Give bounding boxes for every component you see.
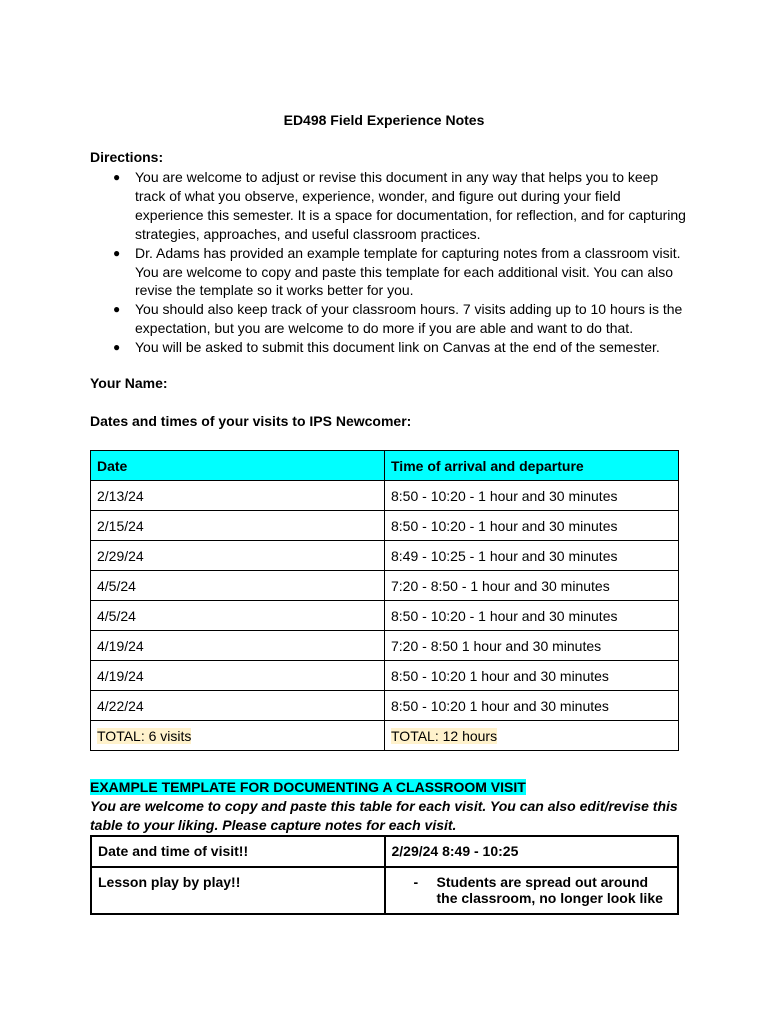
cell-time: 8:50 - 10:20 - 1 hour and 30 minutes [385,601,679,631]
row-label: Date and time of visit!! [91,836,385,867]
row-value: 2/29/24 8:49 - 10:25 [385,836,679,867]
example-template-note: You are welcome to copy and paste this table for each visit. You can also edit/revise this table to your liking. Please capture notes for each visit. [90,798,678,833]
table-row [91,571,679,601]
directions-item [90,338,690,357]
table-row [91,601,679,631]
cell-time: 8:50 - 10:20 - 1 hour and 30 minutes [385,481,679,511]
table-row [91,631,679,661]
row-value-cell [385,867,679,914]
table-row [91,661,679,691]
table-row [91,481,679,511]
table-row [91,511,679,541]
cell-date: 4/5/24 [91,601,385,631]
total-visits: TOTAL: 6 visits [97,727,192,744]
list-item-text: Students are spread out around the classroom, no longer look like [436,874,663,906]
bullet-icon: ● [113,302,121,317]
column-header-date: Date [91,451,385,481]
directions-item-text: You will be asked to submit this document link on Canvas at the end of the semester. [135,339,660,356]
visit-dates-label: Dates and times of your visits to IPS Newcomer: [90,413,412,429]
your-name-label: Your Name: [90,375,168,391]
table-total-row [91,721,679,751]
directions-list [90,168,690,357]
cell-date: 4/5/24 [91,571,385,601]
cell-date: 4/19/24 [91,661,385,691]
bullet-icon: ● [113,170,121,184]
total-hours-cell [385,721,679,751]
directions-item-text: You should also keep track of your classroom hours. 7 visits adding up to 10 hours is the expectation, but you are welcome to do more if you are able and want to do that. [135,301,683,337]
cell-date: 2/15/24 [91,511,385,541]
example-visit-table [90,835,679,915]
table-row [91,836,678,867]
directions-item-text: You are welcome to adjust or revise this document in any way that helps you to keep track of what you observe, experience, wonder, and figure out during your field experience this semester. It is a space for documentation, for reflection, and for capturing strategies, approaches, and useful classroom practices. [135,169,686,242]
cell-time: 7:20 - 8:50 1 hour and 30 minutes [385,631,679,661]
column-header-time: Time of arrival and departure [385,451,679,481]
table-row [91,867,678,914]
table-row [91,691,679,721]
directions-label: Directions: [90,149,164,165]
list-item [392,874,672,906]
total-visits-cell [91,721,385,751]
total-hours: TOTAL: 12 hours [391,727,498,744]
cell-date: 4/22/24 [91,691,385,721]
bullet-icon: ● [113,245,121,260]
example-template-heading-text: EXAMPLE TEMPLATE FOR DOCUMENTING A CLASSROOM VISIT [90,779,526,795]
directions-item [90,168,690,244]
cell-date: 2/29/24 [91,541,385,571]
row-label: Lesson play by play!! [91,867,385,914]
cell-time: 8:49 - 10:25 - 1 hour and 30 minutes [385,541,679,571]
cell-date: 4/19/24 [91,631,385,661]
directions-item [90,244,690,301]
cell-time: 7:20 - 8:50 - 1 hour and 30 minutes [385,571,679,601]
dash-bullet: - [413,874,419,890]
cell-time: 8:50 - 10:20 1 hour and 30 minutes [385,661,679,691]
visits-table [90,450,679,751]
directions-item [90,300,690,338]
bullet-icon: ● [113,340,121,355]
cell-time: 8:50 - 10:20 - 1 hour and 30 minutes [385,511,679,541]
table-row [91,541,679,571]
example-template-heading [90,779,526,796]
cell-date: 2/13/24 [91,481,385,511]
cell-time: 8:50 - 10:20 1 hour and 30 minutes [385,691,679,721]
table-header-row [91,451,679,481]
directions-item-text: Dr. Adams has provided an example template for capturing notes from a classroom visit. You are welcome to copy and paste this template for each additional visit. You can also revise the template so it works better for you. [135,244,681,299]
document-title: ED498 Field Experience Notes [283,112,485,128]
